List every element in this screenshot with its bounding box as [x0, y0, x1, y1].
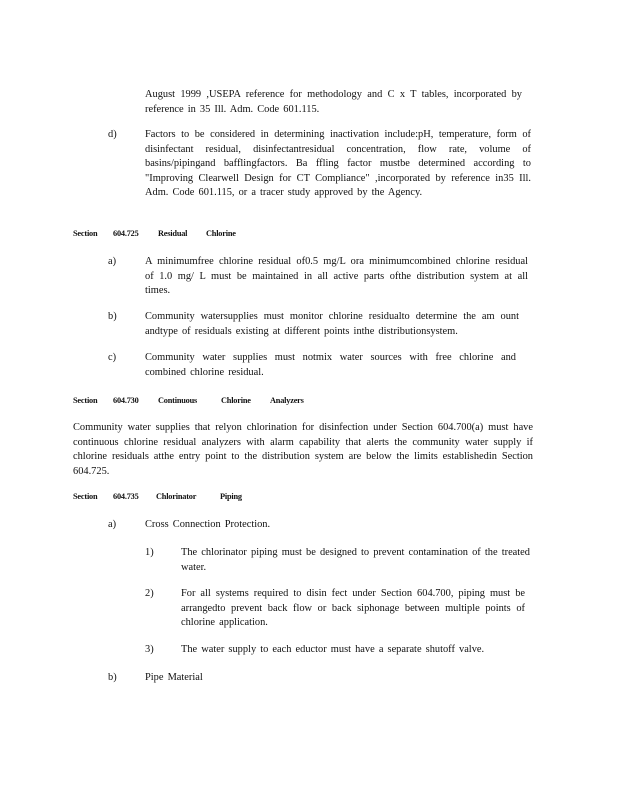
paragraph-c-continued: August 1999 ,USEPA reference for methodology and C x T tables, incorporated by reference in 35 Ill. Adm. Code 601.115. — [145, 89, 522, 115]
section-604-725-heading — [73, 229, 273, 239]
section-title-word: Continuous — [158, 396, 198, 405]
section-604-735-heading — [73, 492, 273, 502]
item-c-text: Community water supplies must notmix water sources with free chlorine and combined chlorine residual. — [145, 352, 516, 378]
subitem-2-text: For all systems required to disin fect under Section 604.700, piping must be arrangedto prevent back flow or back siphonage between multiple points of chlorine application. — [181, 588, 525, 628]
subitem-3-text: The water supply to each eductor must have a separate shutoff valve. — [181, 644, 485, 655]
item-d-text: Factors to be considered in determining inactivation include:pH, temperature, form of disinfectant residual, disinfectantresidual concentration, flow rate, volume of basins/pipingand bafflingfactors. Ba ffling factor mustbe determined according to "Improving Clearwell Design for CT Compliance" ,incorporated by reference in35 Ill. Adm. Code 601.115, or a tracer study approved by the Agency. — [145, 129, 531, 198]
section-word: Section — [73, 396, 98, 405]
section-title-word: Analyzers — [270, 396, 304, 405]
subitem-2-label: 2) — [145, 588, 154, 599]
section-word: Section — [73, 492, 98, 501]
item-a-text: A minimumfree chlorine residual of0.5 mg/L ora minimumcombined chlorine residual of 1.0 mg/ L must be maintained in all active parts ofthe distribution system at all times. — [145, 256, 528, 296]
section-word: Section — [73, 229, 98, 238]
item-b-label: b) — [108, 311, 117, 322]
section-number: 604.725 — [113, 229, 139, 238]
item-b-text: Pipe Material — [145, 672, 203, 683]
subitem-1-text: The chlorinator piping must be designed to prevent contamination of the treated water. — [181, 547, 530, 573]
item-b-text: Community watersupplies must monitor chlorine residualto determine the am ount andtype of residuals existing at different points inthe distributionsystem. — [145, 311, 519, 337]
section-title-word: Residual — [158, 229, 188, 238]
section-number: 604.735 — [113, 492, 139, 501]
item-c-label: c) — [108, 352, 117, 363]
item-a-label: a) — [108, 519, 117, 530]
section-number: 604.730 — [113, 396, 139, 405]
item-a-text: Cross Connection Protection. — [145, 519, 271, 530]
item-d-label: d) — [108, 129, 117, 140]
item-b-label: b) — [108, 672, 117, 683]
section-604-730-heading — [73, 396, 333, 406]
section-title-word: Chlorine — [221, 396, 251, 405]
subitem-1-label: 1) — [145, 547, 154, 558]
section-604-730-body: Community water supplies that relyon chlorination for disinfection under Section 604.700(a) must have continuous chlorine residual analyzers with alarm capability that alerts the community water supply if chlorine residuals atthe entry point to the distribution system are below the limits establishedin Section 604.725. — [73, 422, 533, 477]
section-title-word: Chlorinator — [156, 492, 197, 501]
section-title-word: Chlorine — [206, 229, 236, 238]
item-a-label: a) — [108, 256, 117, 267]
section-title-word: Piping — [220, 492, 242, 501]
subitem-3-label: 3) — [145, 644, 154, 655]
